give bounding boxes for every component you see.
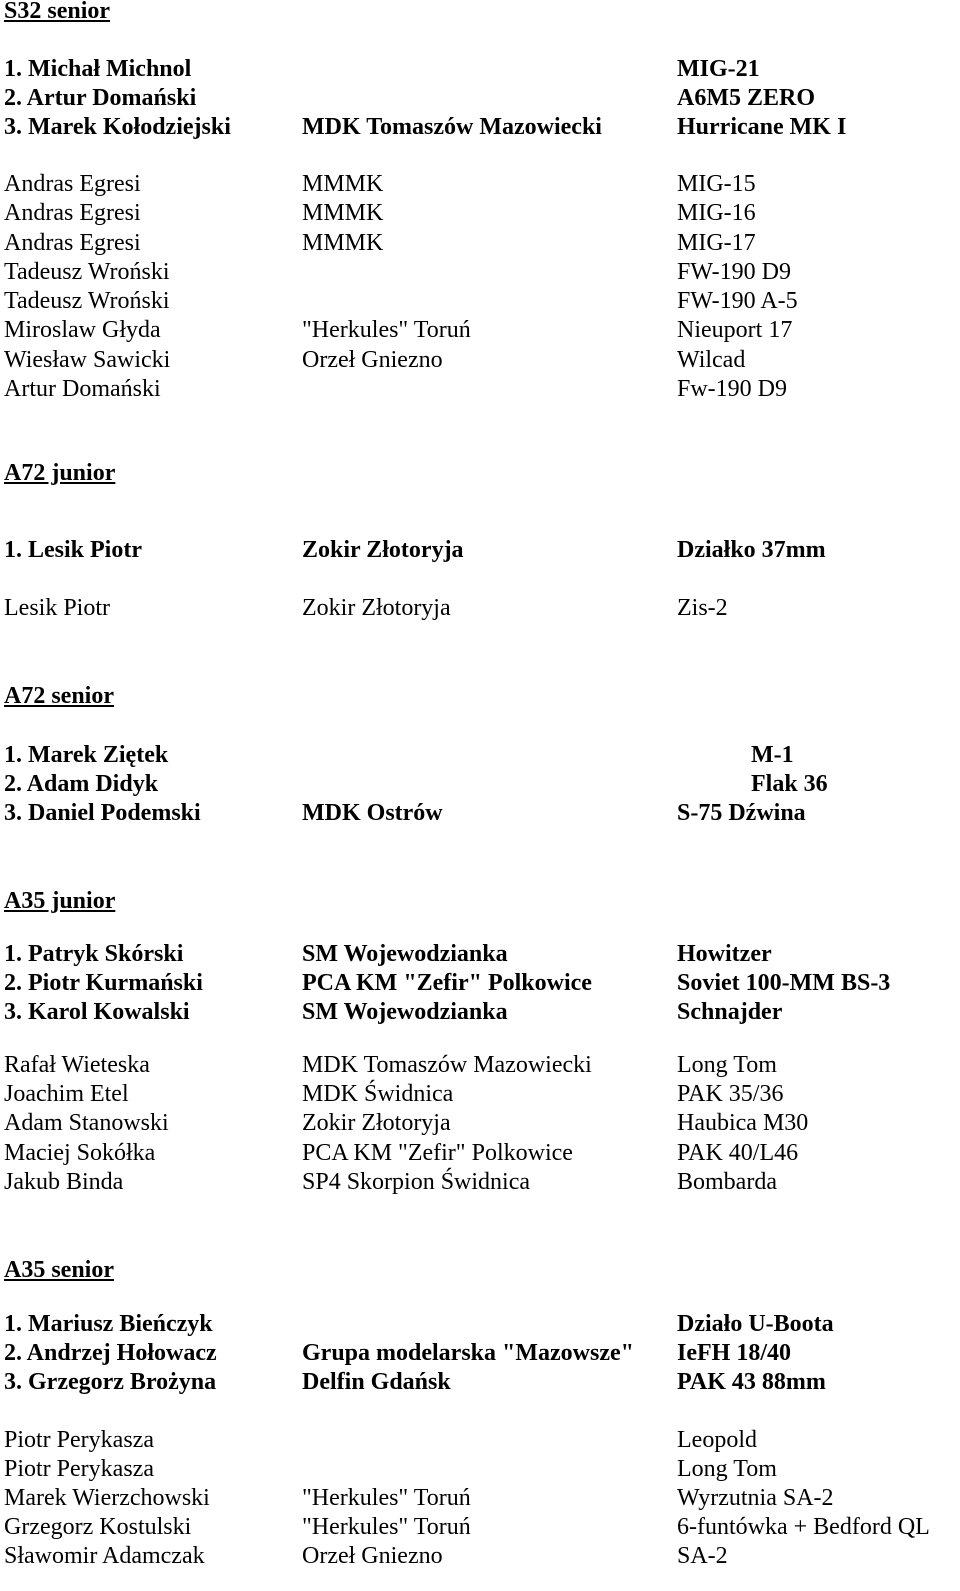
winner-name: 3. Marek Kołodziejski xyxy=(4,114,231,140)
entry-model: Haubica M30 xyxy=(677,1110,809,1136)
winner-model: Działo U-Boota xyxy=(677,1311,834,1337)
winner-name: 2. Adam Didyk xyxy=(4,771,159,797)
section-title-s32-senior: S32 senior xyxy=(4,0,111,24)
entry-name: Piotr Perykasza xyxy=(4,1427,154,1453)
entry-model: FW-190 A-5 xyxy=(677,288,798,314)
entry-name: Wiesław Sawicki xyxy=(4,347,171,373)
winner-model: Flak 36 xyxy=(751,771,828,797)
entry-name: Jakub Binda xyxy=(4,1169,124,1195)
section-title-a35-junior: A35 junior xyxy=(4,888,116,914)
winner-model: MIG-21 xyxy=(677,56,760,82)
winner-model: A6M5 ZERO xyxy=(677,85,815,111)
entry-name: Andras Egresi xyxy=(4,230,141,256)
winner-model: Howitzer xyxy=(677,941,772,967)
winner-name: 1. Marek Ziętek xyxy=(4,742,169,768)
entry-club: MDK Świdnica xyxy=(302,1081,454,1107)
winner-model: S-75 Dźwina xyxy=(677,800,806,826)
section-title-a35-senior: A35 senior xyxy=(4,1257,114,1283)
entry-club: MMMK xyxy=(302,230,384,256)
entry-name: Joachim Etel xyxy=(4,1081,129,1107)
winner-club: Zokir Złotoryja xyxy=(302,537,464,563)
entry-model: PAK 35/36 xyxy=(677,1081,784,1107)
entry-club: "Herkules" Toruń xyxy=(302,1514,471,1540)
entry-club: Orzeł Gniezno xyxy=(302,1543,443,1569)
entry-model: 6-funtówka + Bedford QL xyxy=(677,1514,930,1540)
winner-club: MDK Tomaszów Mazowiecki xyxy=(302,114,602,140)
winner-club: Delfin Gdańsk xyxy=(302,1369,451,1395)
section-title-a72-senior: A72 senior xyxy=(4,683,114,709)
winner-model: IeFH 18/40 xyxy=(677,1340,791,1366)
entry-club: "Herkules" Toruń xyxy=(302,1485,471,1511)
winner-club: Grupa modelarska "Mazowsze" xyxy=(302,1340,634,1366)
entry-club: "Herkules" Toruń xyxy=(302,317,471,343)
winner-model: Hurricane MK I xyxy=(677,114,847,140)
entry-name: Marek Wierzchowski xyxy=(4,1485,210,1511)
entry-model: Leopold xyxy=(677,1427,757,1453)
entry-model: Fw-190 D9 xyxy=(677,376,788,402)
entry-club: Zokir Złotoryja xyxy=(302,595,451,621)
entry-club: PCA KM "Zefir" Polkowice xyxy=(302,1140,573,1166)
winner-model: Schnajder xyxy=(677,999,783,1025)
entry-model: FW-190 D9 xyxy=(677,259,791,285)
entry-name: Lesik Piotr xyxy=(4,595,110,621)
entry-name: Tadeusz Wroński xyxy=(4,288,170,314)
entry-model: PAK 40/L46 xyxy=(677,1140,799,1166)
entry-name: Adam Stanowski xyxy=(4,1110,169,1136)
entry-name: Sławomir Adamczak xyxy=(4,1543,205,1569)
winner-club: MDK Ostrów xyxy=(302,800,443,826)
entry-model: MIG-16 xyxy=(677,200,756,226)
winner-name: 2. Piotr Kurmański xyxy=(4,970,203,996)
entry-club: Zokir Złotoryja xyxy=(302,1110,451,1136)
winner-model: Soviet 100-MM BS-3 xyxy=(677,970,891,996)
winner-model: M-1 xyxy=(751,742,794,768)
winner-name: 1. Mariusz Bieńczyk xyxy=(4,1311,213,1337)
entry-club: Orzeł Gniezno xyxy=(302,347,443,373)
winner-club: PCA KM "Zefir" Polkowice xyxy=(302,970,592,996)
entry-model: Zis-2 xyxy=(677,595,728,621)
entry-model: MIG-17 xyxy=(677,230,756,256)
winner-name: 3. Karol Kowalski xyxy=(4,999,190,1025)
winner-name: 2. Andrzej Hołowacz xyxy=(4,1340,217,1366)
entry-name: Andras Egresi xyxy=(4,171,141,197)
entry-name: Tadeusz Wroński xyxy=(4,259,170,285)
entry-model: Long Tom xyxy=(677,1456,777,1482)
winner-name: 1. Lesik Piotr xyxy=(4,537,142,563)
entry-model: Wilcad xyxy=(677,347,746,373)
entry-name: Piotr Perykasza xyxy=(4,1456,154,1482)
entry-model: Long Tom xyxy=(677,1052,777,1078)
winner-club: SM Wojewodzianka xyxy=(302,999,508,1025)
entry-club: MDK Tomaszów Mazowiecki xyxy=(302,1052,592,1078)
entry-model: Wyrzutnia SA-2 xyxy=(677,1485,834,1511)
entry-name: Miroslaw Głyda xyxy=(4,317,161,343)
entry-name: Artur Domański xyxy=(4,376,161,402)
entry-club: SP4 Skorpion Świdnica xyxy=(302,1169,531,1195)
winner-name: 2. Artur Domański xyxy=(4,85,197,111)
entry-club: MMMK xyxy=(302,200,384,226)
entry-club: MMMK xyxy=(302,171,384,197)
winner-model: PAK 43 88mm xyxy=(677,1369,826,1395)
winner-name: 3. Grzegorz Brożyna xyxy=(4,1369,217,1395)
winner-name: 3. Daniel Podemski xyxy=(4,800,201,826)
winner-name: 1. Michał Michnol xyxy=(4,56,192,82)
entry-model: SA-2 xyxy=(677,1543,728,1569)
entry-name: Rafał Wieteska xyxy=(4,1052,150,1078)
entry-name: Grzegorz Kostulski xyxy=(4,1514,192,1540)
entry-model: Nieuport 17 xyxy=(677,317,793,343)
winner-name: 1. Patryk Skórski xyxy=(4,941,184,967)
winner-club: SM Wojewodzianka xyxy=(302,941,508,967)
section-title-a72-junior: A72 junior xyxy=(4,460,116,486)
entry-name: Maciej Sokółka xyxy=(4,1140,156,1166)
entry-model: Bombarda xyxy=(677,1169,777,1195)
winner-model: Działko 37mm xyxy=(677,537,826,563)
entry-name: Andras Egresi xyxy=(4,200,141,226)
entry-model: MIG-15 xyxy=(677,171,756,197)
